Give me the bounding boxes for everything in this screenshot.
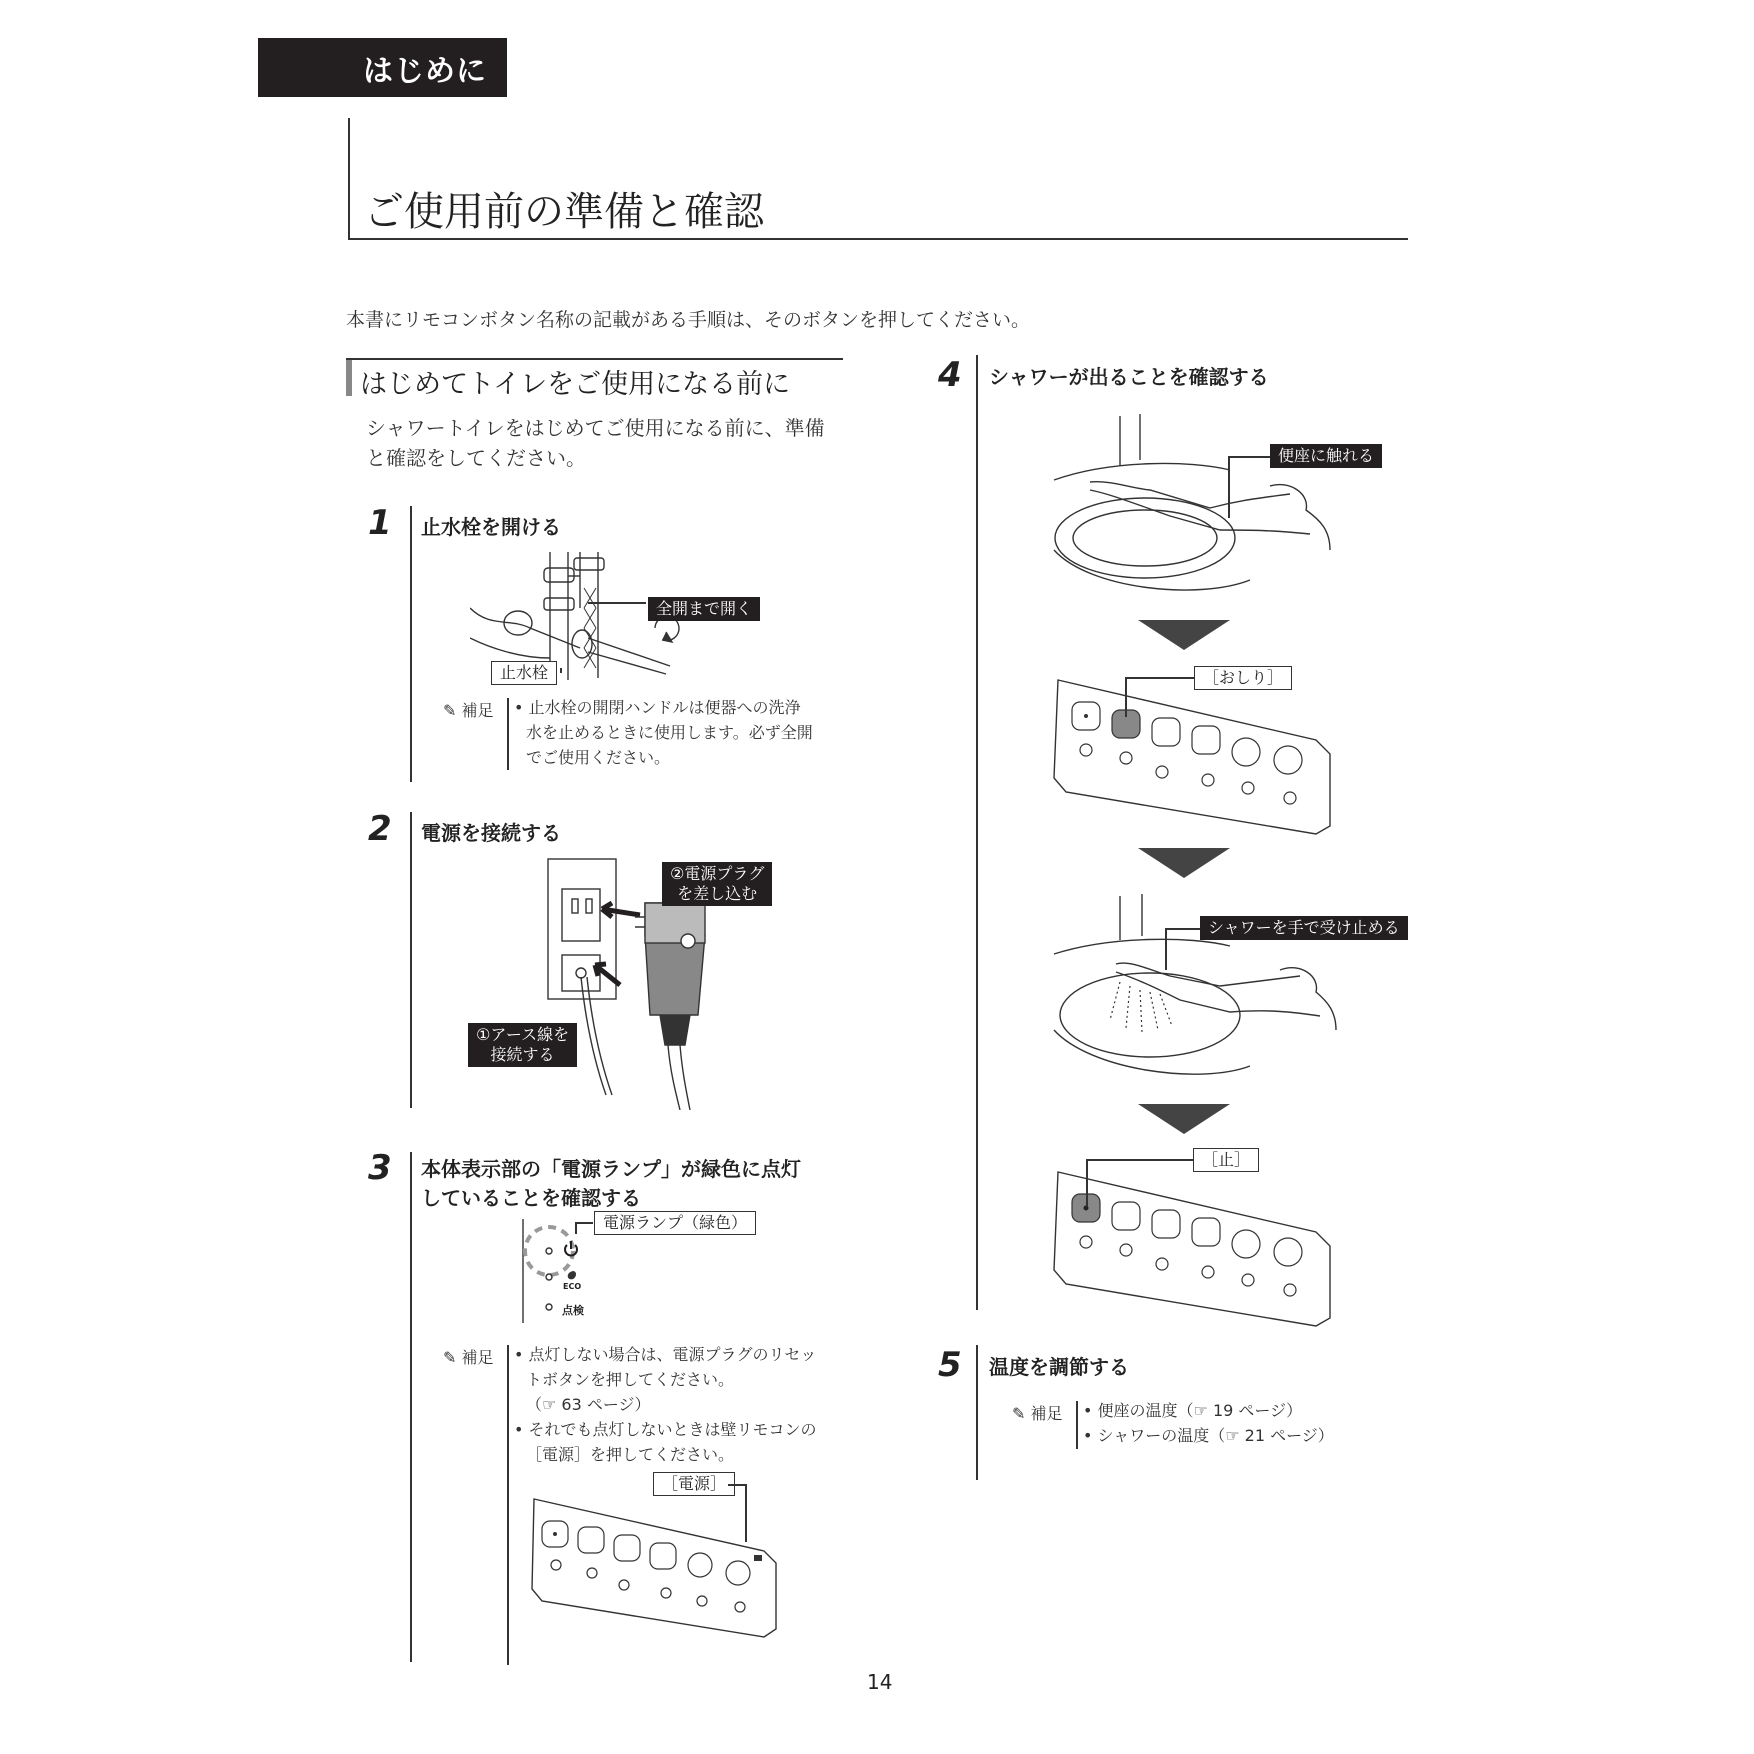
note-label (443, 698, 494, 721)
step-number: 1 (368, 503, 392, 543)
callout-leader (1165, 928, 1167, 970)
step-title-line: していることを確認する (421, 1186, 641, 1210)
note-line: 水を止めるときに使用します。必ず全開 (526, 723, 813, 742)
eco-label: ECO (563, 1282, 582, 1291)
title-rule-vertical (348, 118, 350, 240)
touch-seat-illustration (1050, 410, 1340, 605)
step-number: 4 (938, 355, 962, 395)
remote-control-illustration (1050, 668, 1340, 838)
callout-stop-button: ［止］ (1193, 1148, 1259, 1172)
step-title: 温度を調節する (989, 1355, 1129, 1379)
pencil-icon: ✎ (443, 1348, 457, 1367)
step-rule (410, 812, 412, 1108)
step-number: 5 (938, 1345, 962, 1385)
note-label (443, 1345, 494, 1368)
callout-stop-valve: 止水栓 (491, 661, 557, 685)
step-rule (410, 506, 412, 782)
callout-leader (575, 1222, 577, 1234)
callout-line: ①アース線を (476, 1025, 570, 1044)
callout-leader (728, 1484, 746, 1486)
title-rule-horizontal (348, 238, 1408, 240)
note-line: • 止水栓の開閉ハンドルは便器への洗浄 (514, 698, 801, 717)
sub-description-line: シャワートイレをはじめてご使用になる前に、準備 (366, 416, 825, 440)
remote-control-illustration (528, 1493, 784, 1641)
step-title-line: 本体表示部の「電源ランプ」が緑色に点灯 (421, 1157, 801, 1181)
note-text (514, 695, 834, 770)
note-divider (1076, 1401, 1078, 1449)
sub-heading-marker (346, 360, 352, 396)
note-line: • 点灯しない場合は、電源プラグのリセッ (514, 1345, 817, 1364)
callout-plug-in (662, 862, 772, 906)
callout-line: ②電源プラグ (670, 864, 765, 883)
callout-leader (588, 602, 646, 604)
note-line: でご使用ください。 (526, 748, 671, 767)
callout-leader (1125, 677, 1195, 679)
down-arrow-icon (1138, 848, 1230, 880)
note-line: • それでも点灯しないときは壁リモコンの (514, 1420, 817, 1439)
note-line: • 便座の温度（☞ 19 ページ） (1083, 1401, 1303, 1420)
step-rule (976, 1345, 978, 1480)
callout-oshiri-button: ［おしり］ (1194, 666, 1292, 690)
note-text (1083, 1398, 1403, 1448)
step-rule (410, 1152, 412, 1662)
callout-catch-shower: シャワーを手で受け止める (1200, 916, 1408, 940)
callout-leader (1228, 456, 1230, 518)
sub-heading: はじめてトイレをご使用になる前に (360, 369, 791, 400)
sub-description (366, 413, 846, 473)
callout-power-button: ［電源］ (653, 1472, 735, 1496)
callout-leader (1086, 1159, 1088, 1207)
remote-control-illustration (1050, 1160, 1340, 1330)
note-line: トボタンを押してください。 (526, 1370, 735, 1389)
note-text (514, 1342, 834, 1467)
check-label: 点検 (562, 1304, 584, 1317)
pencil-icon: ✎ (1012, 1404, 1026, 1423)
note-line: （☞ 63 ページ） (526, 1395, 651, 1414)
callout-leader (1228, 456, 1270, 458)
step-title (421, 1155, 801, 1213)
page-title: ご使用前の準備と確認 (364, 189, 764, 235)
section-tag: はじめに (258, 38, 507, 97)
callout-line: を差し込む (677, 884, 758, 903)
step-number: 3 (368, 1148, 392, 1188)
pencil-icon: ✎ (443, 701, 457, 720)
callout-touch-seat: 便座に触れる (1270, 444, 1382, 468)
note-label-text: 補足 (461, 701, 494, 720)
note-divider (507, 1345, 509, 1665)
callout-leader (1086, 1159, 1194, 1161)
callout-earth-wire (468, 1023, 577, 1067)
callout-line: 接続する (490, 1045, 555, 1064)
step-title: 電源を接続する (421, 821, 561, 845)
note-label-text: 補足 (1030, 1404, 1063, 1423)
sub-heading-rule (346, 358, 843, 360)
column-divider-rule (976, 355, 978, 1310)
intro-text: 本書にリモコンボタン名称の記載がある手順は、そのボタンを押してください。 (346, 309, 1031, 331)
note-label-text: 補足 (461, 1348, 494, 1367)
step-title: シャワーが出ることを確認する (989, 365, 1269, 389)
step-number: 2 (368, 809, 392, 849)
page-number: 14 (867, 1670, 893, 1694)
step-title: 止水栓を開ける (421, 515, 561, 539)
note-divider (507, 698, 509, 770)
callout-fully-open: 全開まで開く (648, 597, 760, 621)
note-line: • シャワーの温度（☞ 21 ページ） (1083, 1426, 1334, 1445)
callout-leader (575, 1222, 593, 1224)
note-line: ［電源］を押してください。 (526, 1445, 735, 1464)
down-arrow-icon (1138, 620, 1230, 652)
callout-power-lamp: 電源ランプ（緑色） (594, 1211, 756, 1235)
callout-leader (1165, 928, 1201, 930)
callout-leader (1125, 677, 1127, 717)
sub-description-line: と確認をしてください。 (366, 446, 586, 470)
down-arrow-icon (1138, 1104, 1230, 1136)
note-label (1012, 1401, 1063, 1424)
callout-leader (560, 668, 562, 673)
